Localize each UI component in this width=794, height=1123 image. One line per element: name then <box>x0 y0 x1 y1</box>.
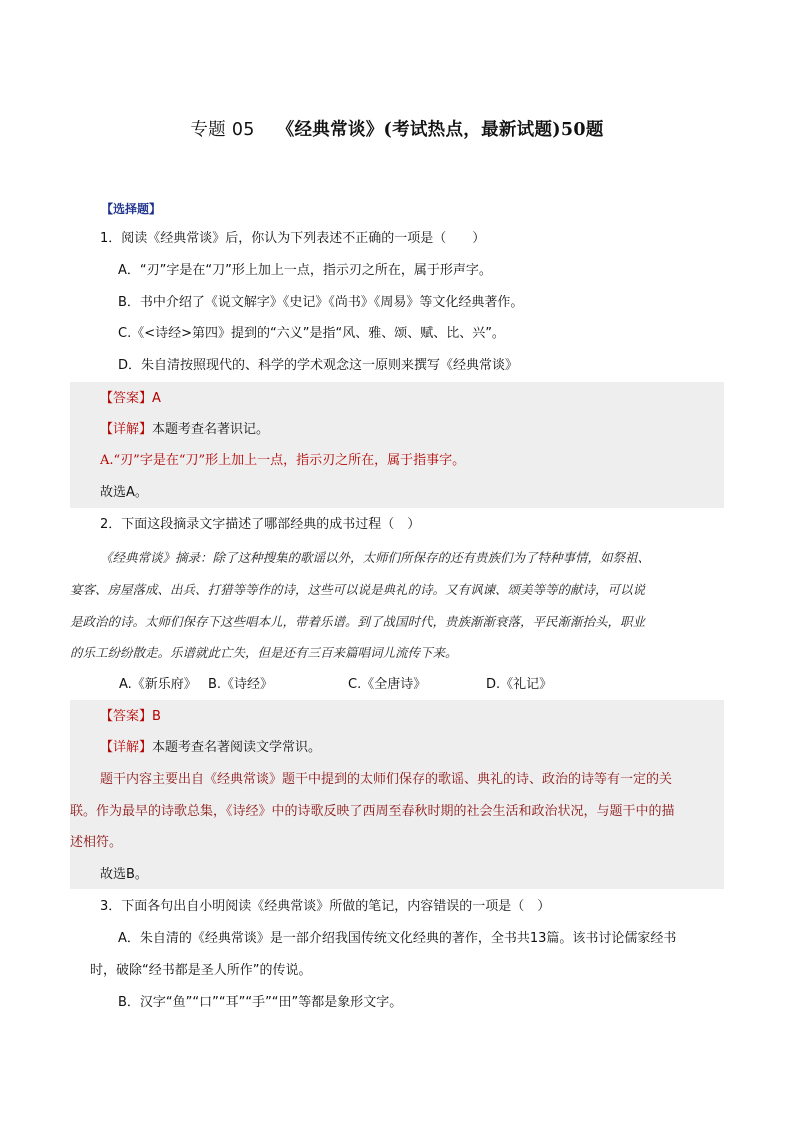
section-label: 【选择题】 <box>101 202 162 216</box>
title-main: 《经典常谈》(考试热点，最新试题)50题 <box>276 120 604 140</box>
q1-option-c: C.《<诗经>第四》提到的“六义”是指“风、雅、颂、赋、比、兴”。 <box>118 326 505 341</box>
title-number: 专题 05 <box>190 120 255 140</box>
q2-stem: 2．下面这段摘录文字描述了哪部经典的成书过程（ ） <box>100 517 421 532</box>
q2-conclusion: 故选B。 <box>100 867 148 882</box>
q1-conclusion: 故选A。 <box>100 485 148 500</box>
q1-answer <box>100 390 161 408</box>
q1-detail-label: 【详解】 <box>100 422 153 437</box>
q2-excerpt-line-1: 《经典常谈》摘录：除了这种搜集的歌谣以外，太师们所保存的还有贵族们为了特种事情，如祭祖、 <box>100 550 651 565</box>
q1-answer-label: 【答案】 <box>100 391 153 406</box>
q1-detail-explanation: A.“刃”字是在“刀”形上加上一点，指示刃之所在，属于指事字。 <box>100 453 466 468</box>
q2-detail-line-3: 述相符。 <box>70 835 123 850</box>
q2-excerpt-line-3: 是政治的诗。太师们保存下这些唱本儿，带着乐谱。到了战国时代，贵族渐渐衰落，平民渐渐抬头，职业 <box>70 614 646 629</box>
q2-answer-label: 【答案】 <box>100 709 153 724</box>
q2-detail-label: 【详解】 <box>100 740 153 755</box>
q1-detail-text: 本题考查名著识记。 <box>152 422 270 437</box>
q2-answer-value: B <box>152 709 161 724</box>
q3-option-a-line-1: A．朱自清的《经典常谈》是一部介绍我国传统文化经典的著作，全书共13篇。该书讨论儒家经书 <box>118 931 677 946</box>
q2-option-b: B.《诗经》 <box>208 677 274 692</box>
q1-stem: 1．阅读《经典常谈》后，你认为下列表述不正确的一项是（ ） <box>100 231 486 246</box>
q1-answer-box <box>70 382 724 508</box>
q2-answer-box <box>70 700 724 889</box>
q1-option-d: D．朱自清按照现代的、科学的学术观念这一原则来撰写《经典常谈》 <box>118 358 519 373</box>
q2-detail-text: 本题考查名著阅读文学常识。 <box>152 740 322 755</box>
q2-detail <box>100 739 321 757</box>
q2-detail-line-2: 联。作为最早的诗歌总集，《诗经》中的诗歌反映了西周至春秋时期的社会生活和政治状况，与题干中的描 <box>70 804 675 819</box>
q3-option-a-line-2: 时，破除“经书都是圣人所作”的传说。 <box>90 963 312 978</box>
q2-option-c: C.《全唐诗》 <box>348 677 427 692</box>
q2-option-a: A.《新乐府》 <box>119 677 197 692</box>
page-title <box>0 116 794 141</box>
q2-answer <box>100 708 161 726</box>
q2-excerpt-line-4: 的乐工纷纷散走。乐谱就此亡失，但是还有三百来篇唱词儿流传下来。 <box>70 645 458 660</box>
q1-answer-value: A <box>152 391 161 406</box>
q1-option-b: B．书中介绍了《说文解字》《史记》《尚书》《周易》等文化经典著作。 <box>118 295 524 310</box>
q3-option-b: B．汉字“鱼”“口”“耳”“手”“田”等都是象形文字。 <box>118 995 403 1010</box>
q2-detail-line-1: 题干内容主要出自《经典常谈》题干中提到的太师们保存的歌谣、典礼的诗、政治的诗等有一定的关 <box>100 772 673 787</box>
q1-option-a: A．“刃”字是在“刀”形上加上一点，指示刃之所在，属于形声字。 <box>118 263 492 278</box>
q1-detail <box>100 421 269 439</box>
q2-excerpt-line-2: 宴客、房屋落成、出兵、打猎等等作的诗，这些可以说是典礼的诗。又有讽谏、颂美等等的献诗，可以说 <box>70 582 646 597</box>
q3-stem: 3．下面各句出自小明阅读《经典常谈》所做的笔记，内容错误的一项是（ ） <box>100 899 551 914</box>
q2-option-d: D.《礼记》 <box>486 677 553 692</box>
